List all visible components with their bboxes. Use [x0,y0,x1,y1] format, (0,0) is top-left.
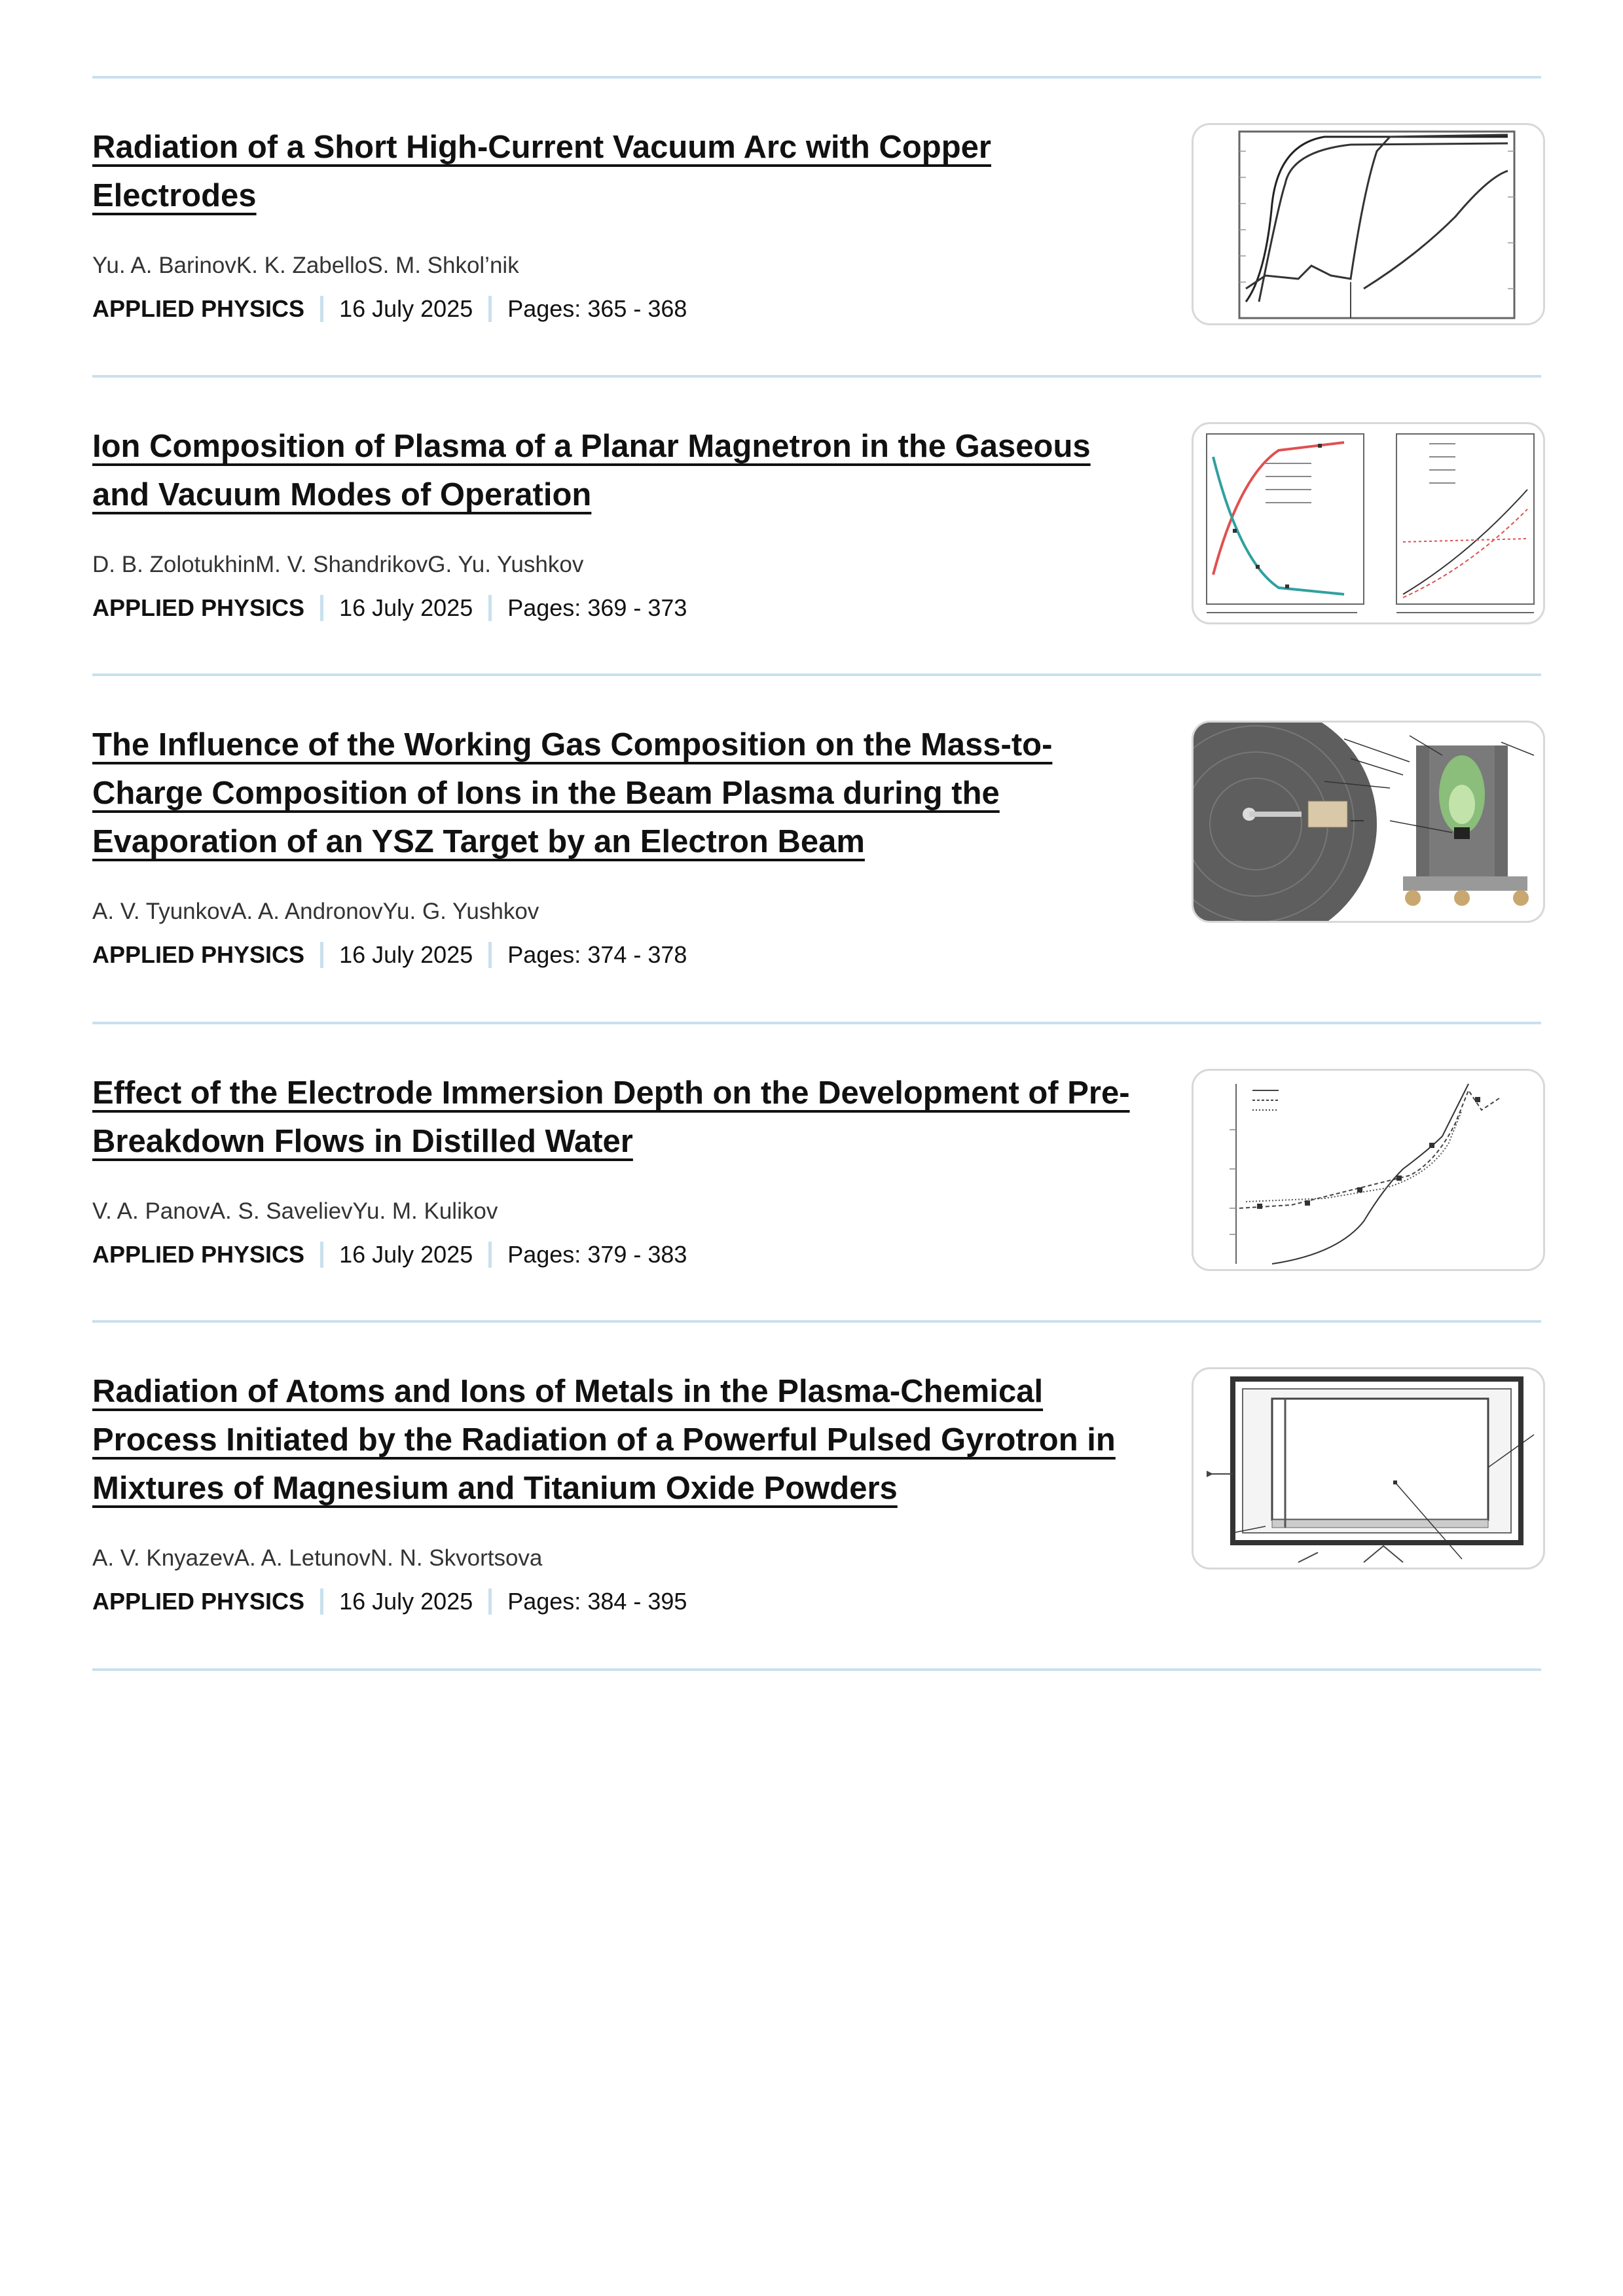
article-section: APPLIED PHYSICS [92,941,305,968]
article-title [92,422,1153,519]
article-pages: Pages: 384 - 395 [507,1588,687,1615]
divider [92,673,1541,676]
divider [92,1668,1541,1671]
article-title-link[interactable]: Effect of the Electrode Immersion Depth on the Development of Pre-Breakdown Flows in Distilled Water [92,1075,1130,1159]
article-title [92,1367,1153,1513]
meta-separator [488,1588,492,1615]
meta-separator [488,942,492,968]
article-date: 16 July 2025 [339,594,473,621]
article-title-link[interactable]: Ion Composition of Plasma of a Planar Magnetron in the Gaseous and Vacuum Modes of Operation [92,429,1091,512]
dual-plot-figure-thumbnail[interactable] [1192,422,1545,624]
dual-plot-figure-icon [1194,424,1543,622]
article-meta [92,941,687,969]
article-title [92,123,1153,220]
divider [92,1022,1541,1024]
article-title-link[interactable]: The Influence of the Working Gas Composition on the Mass-to-Charge Composition of Ions in the Beam Plasma during the Evaporation of an YSZ Target by an Electron Beam [92,727,1053,859]
article-date: 16 July 2025 [339,1241,473,1268]
article-section: APPLIED PHYSICS [92,1588,305,1615]
line-plot-figure-thumbnail[interactable] [1192,123,1545,325]
curve-plot-figure-thumbnail[interactable] [1192,1069,1545,1271]
article-pages: Pages: 374 - 378 [507,941,687,968]
chamber-schematic-figure-thumbnail[interactable] [1192,1367,1545,1570]
apparatus-schematic-figure-thumbnail[interactable] [1192,721,1545,923]
article-pages: Pages: 365 - 368 [507,295,687,322]
article-meta [92,1241,687,1268]
article-meta [92,594,687,622]
article-title-link[interactable]: Radiation of a Short High-Current Vacuum Arc with Copper Electrodes [92,130,991,213]
article-section: APPLIED PHYSICS [92,1241,305,1268]
article-pages: Pages: 379 - 383 [507,1241,687,1268]
article-title [92,1069,1153,1166]
divider [92,1320,1541,1323]
apparatus-schematic-figure-icon [1194,723,1543,921]
meta-separator [320,1588,323,1615]
article-meta [92,295,687,323]
article-section: APPLIED PHYSICS [92,295,305,322]
article-authors: Yu. A. BarinovK. K. ZabelloS. M. Shkol’nik [92,253,519,278]
article-authors: A. V. TyunkovA. A. AndronovYu. G. Yushkov [92,899,539,924]
line-plot-figure-icon [1194,125,1543,323]
article-authors: A. V. KnyazevA. A. LetunovN. N. Skvortsova [92,1545,543,1571]
article-authors: V. A. PanovA. S. SavelievYu. M. Kulikov [92,1198,498,1224]
article-title-link[interactable]: Radiation of Atoms and Ions of Metals in the Plasma-Chemical Process Initiated by the Radiation of a Powerful Pulsed Gyrotron in Mixtures of Magnesium and Titanium Oxide Powders [92,1374,1116,1506]
meta-separator [488,595,492,621]
chamber-schematic-figure-icon [1194,1369,1543,1568]
meta-separator [320,1242,323,1268]
meta-separator [320,595,323,621]
divider [92,76,1541,79]
article-date: 16 July 2025 [339,1588,473,1615]
article-meta [92,1588,687,1615]
article-date: 16 July 2025 [339,295,473,322]
meta-separator [488,1242,492,1268]
divider [92,375,1541,378]
curve-plot-figure-icon [1194,1071,1543,1269]
meta-separator [320,296,323,322]
meta-separator [320,942,323,968]
article-date: 16 July 2025 [339,941,473,968]
article-pages: Pages: 369 - 373 [507,594,687,621]
meta-separator [488,296,492,322]
article-title [92,721,1153,866]
article-authors: D. B. ZolotukhinM. V. ShandrikovG. Yu. Yushkov [92,552,584,577]
article-section: APPLIED PHYSICS [92,594,305,621]
